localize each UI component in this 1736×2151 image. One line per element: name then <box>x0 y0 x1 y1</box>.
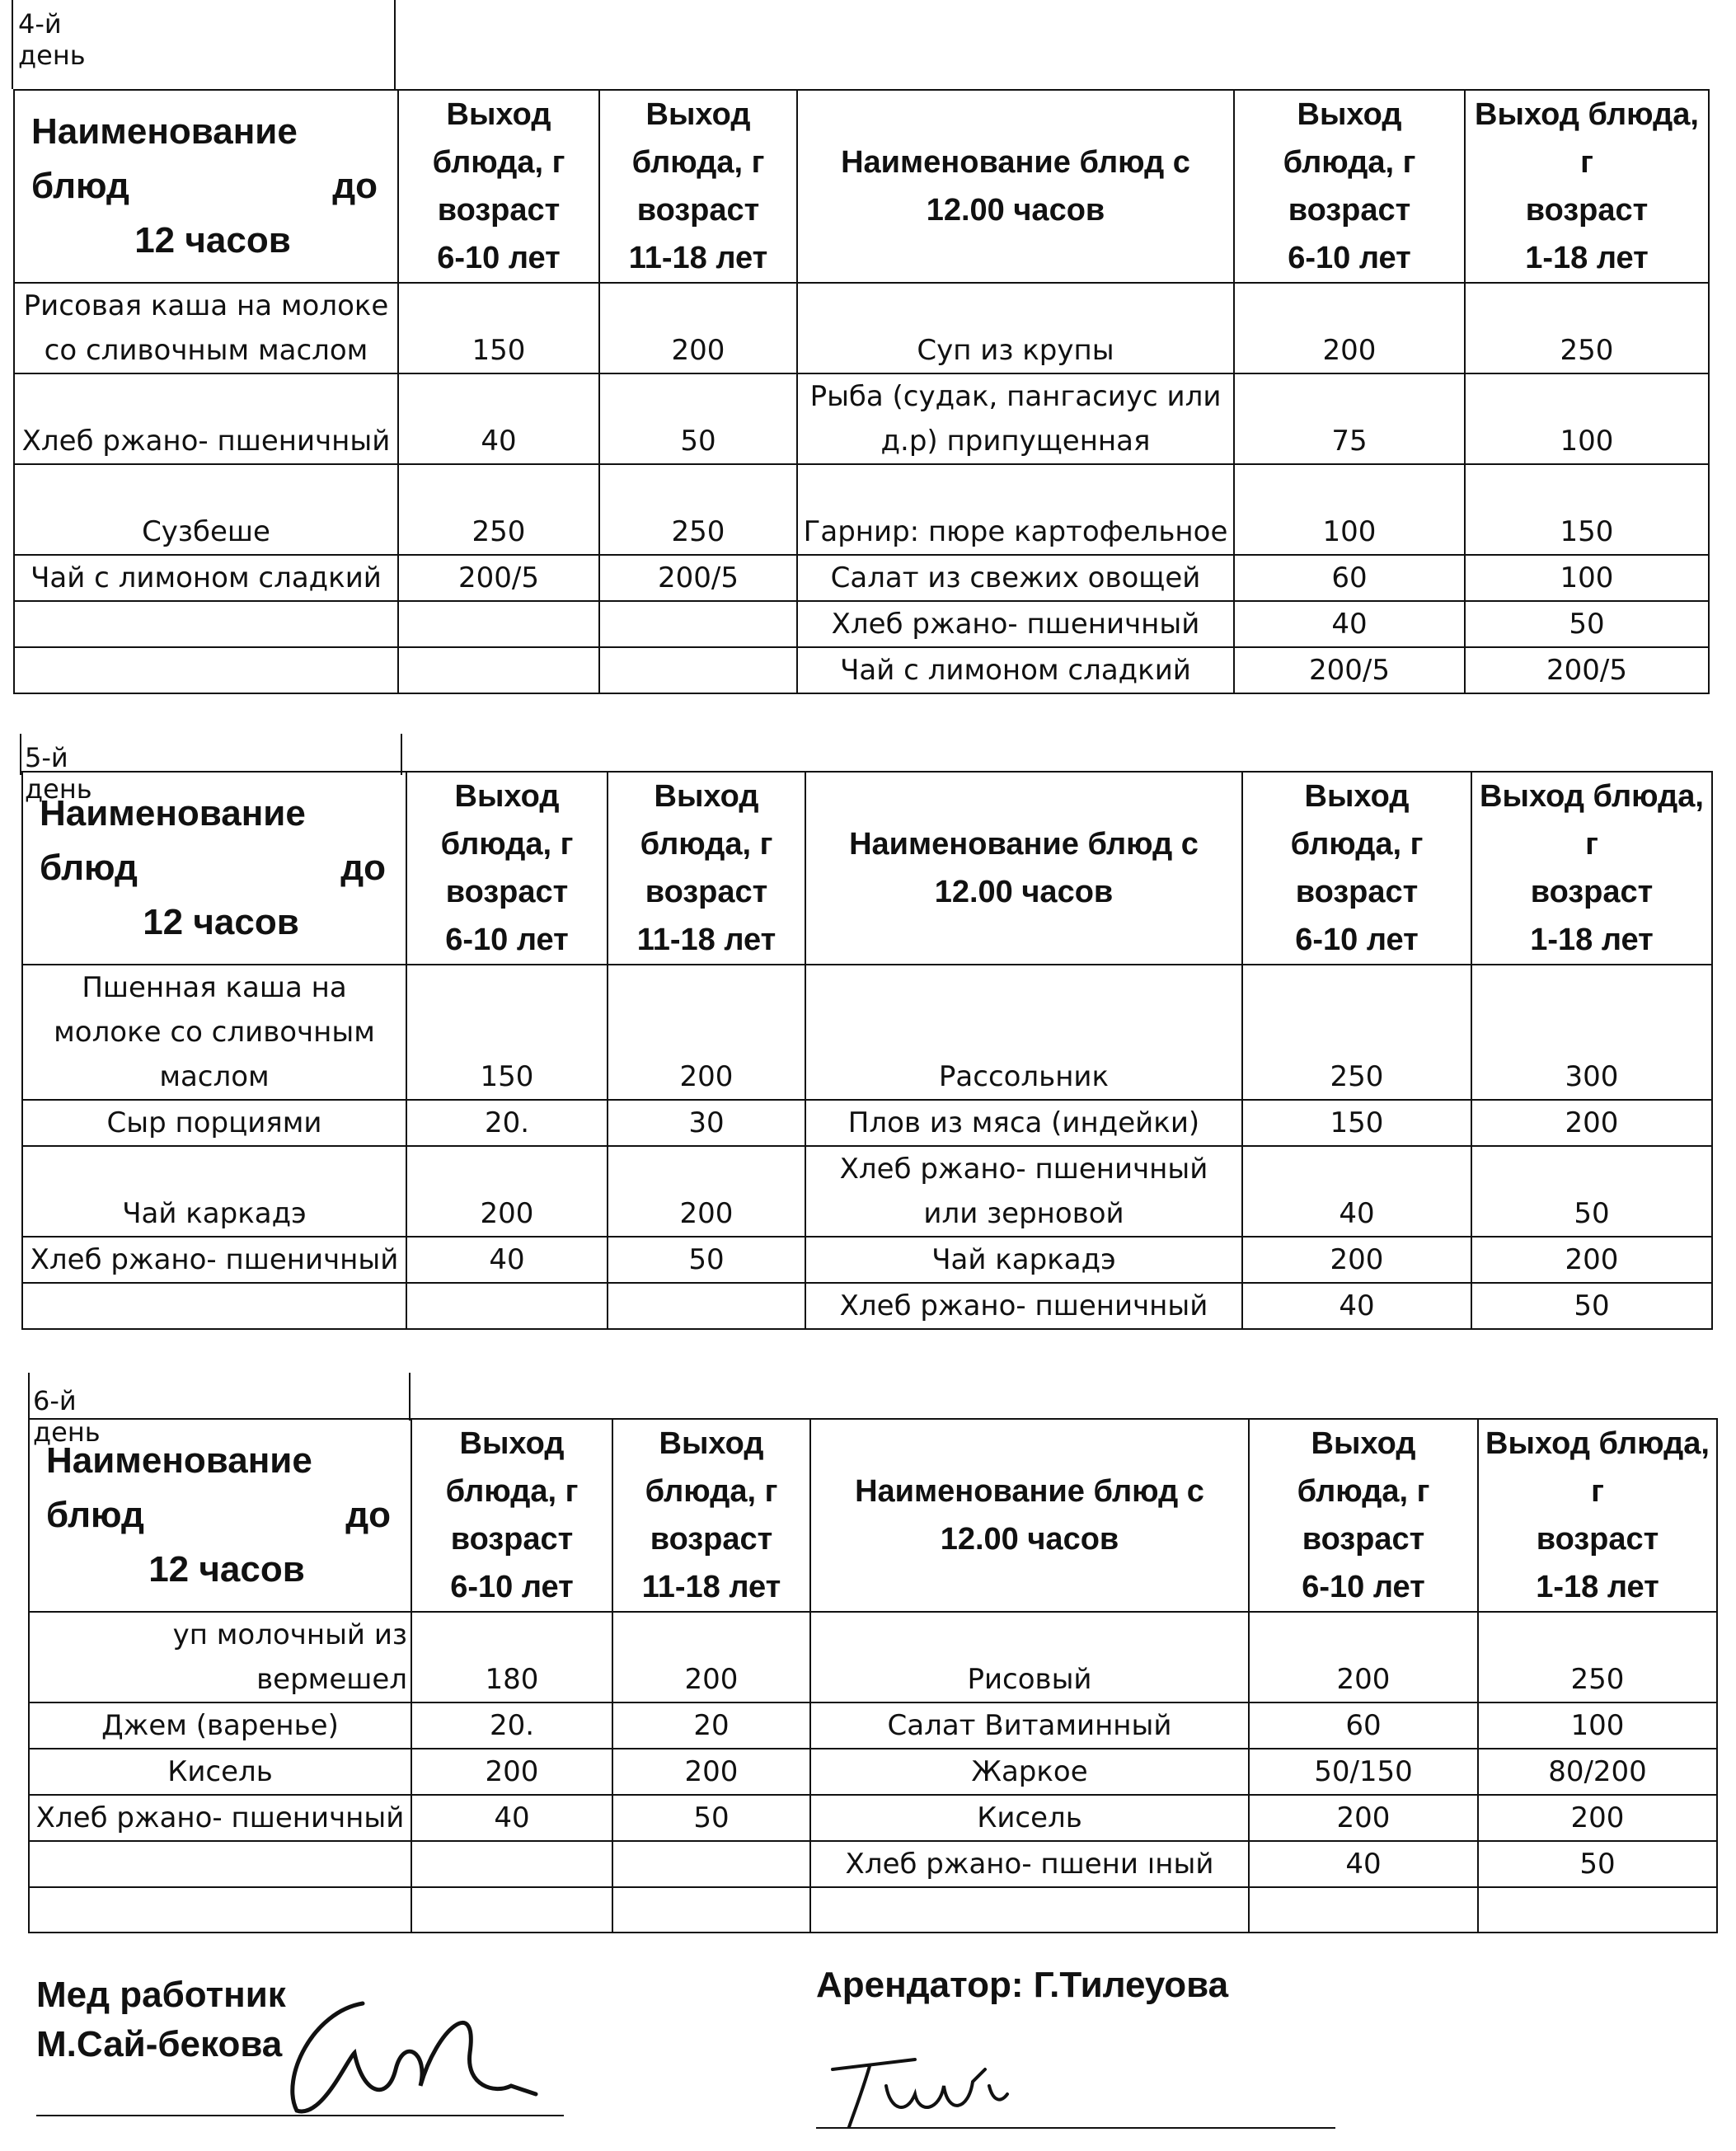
header-line: блюда, г <box>645 1474 778 1509</box>
header-line: возраст <box>636 193 760 228</box>
header-out-6-10 <box>411 1419 612 1612</box>
tenant-block <box>816 1961 1228 2010</box>
header-line: блюда, г <box>631 145 765 180</box>
cell-dish-after-noon: Рыба (судак, пангасиус или д.р) припущенная <box>797 373 1234 464</box>
cell-dish-before-noon: Сузбеше <box>14 464 398 555</box>
cell-yield-after-1-18: 50 <box>1471 1146 1712 1237</box>
header-line: 1-18 лет <box>1530 923 1654 957</box>
cell-yield-6-10 <box>411 1887 612 1933</box>
table-row <box>29 1702 1717 1749</box>
cell-yield-6-10 <box>398 601 599 647</box>
cell-dish-after-noon: Жаркое <box>810 1749 1249 1795</box>
header-line: 11-18 лет <box>628 241 768 275</box>
cell-dish-before-noon <box>22 1283 406 1329</box>
table-row <box>22 1146 1712 1237</box>
header-line: возраст <box>650 1522 773 1557</box>
header-line: Наименование блюд с <box>849 827 1199 862</box>
cell-dish-before-noon: Пшенная каша на молоке со сливочным маслом <box>22 965 406 1100</box>
cell-yield-11-18: 200 <box>608 1146 805 1237</box>
header-line-pair <box>40 841 402 895</box>
header-name-after <box>805 772 1242 965</box>
header-line: блюда, г <box>640 827 773 862</box>
med-signature-scribble <box>264 1962 561 2127</box>
cell-yield-after-1-18: 300 <box>1471 965 1712 1100</box>
header-line: возраст <box>645 875 768 909</box>
header-name-before <box>22 772 406 965</box>
table-row <box>29 1841 1717 1887</box>
header-line: Выход блюда, <box>1485 1426 1710 1461</box>
header-line: 11-18 лет <box>636 923 777 957</box>
cell-yield-11-18 <box>599 601 797 647</box>
header-line: Наименование блюд с <box>841 145 1190 180</box>
header-line: блюда, г <box>440 827 574 862</box>
cell-dish-after-noon: Хлеб ржано- пшеничный или зерновой <box>805 1146 1242 1237</box>
header-out-11-18 <box>612 1419 810 1612</box>
cell-yield-after-6-10: 40 <box>1234 601 1465 647</box>
cell-yield-11-18: 50 <box>608 1237 805 1283</box>
header-line: 12.00 часов <box>934 875 1114 909</box>
header-out-after-6-10 <box>1234 90 1465 283</box>
cell-yield-11-18 <box>612 1887 810 1933</box>
cell-dish-after-noon: Хлеб ржано- пшени ıный <box>810 1841 1249 1887</box>
cell-dish-before-noon <box>14 601 398 647</box>
cell-dish-before-noon: Рисовая каша на молоке со сливочным маслом <box>14 283 398 373</box>
header-name-after <box>797 90 1234 283</box>
header-line: возраст <box>1288 193 1411 228</box>
cell-yield-after-1-18: 200/5 <box>1465 647 1709 693</box>
header-line: 12 часов <box>148 1549 305 1590</box>
table-row <box>14 283 1709 373</box>
cell-yield-after-1-18: 80/200 <box>1478 1749 1717 1795</box>
header-line: 11-18 лет <box>641 1570 781 1604</box>
header-line: 12.00 часов <box>940 1522 1119 1557</box>
header-line: Выход <box>446 97 551 132</box>
header-line: Выход <box>454 779 560 814</box>
cell-dish-after-noon: Гарнир: пюре картофельное <box>797 464 1234 555</box>
header-line: Выход блюда, <box>1475 97 1699 132</box>
cell-dish-after-noon: Кисель <box>810 1795 1249 1841</box>
header-line: Выход <box>659 1426 764 1461</box>
header-line: блюд <box>40 848 138 888</box>
cell-yield-11-18: 20 <box>612 1702 810 1749</box>
cell-yield-after-6-10: 200 <box>1234 283 1465 373</box>
cell-dish-after-noon: Рассольник <box>805 965 1242 1100</box>
header-name-before <box>29 1419 411 1612</box>
header-row <box>14 90 1709 283</box>
day-4-menu-table <box>13 89 1710 694</box>
cell-yield-after-6-10: 150 <box>1242 1100 1471 1146</box>
cell-yield-after-6-10: 200/5 <box>1234 647 1465 693</box>
cell-yield-after-6-10: 250 <box>1242 965 1471 1100</box>
tenant-name: Арендатор: Г.Тилеуова <box>816 1965 1229 2005</box>
cell-yield-11-18: 200 <box>608 965 805 1100</box>
cell-dish-after-noon <box>810 1887 1249 1933</box>
cell-yield-11-18: 200 <box>599 283 797 373</box>
table-row <box>14 464 1709 555</box>
day-6-menu-table <box>28 1418 1718 1933</box>
header-line: блюда, г <box>445 1474 579 1509</box>
header-line: 1-18 лет <box>1536 1570 1659 1604</box>
med-worker-title: Мед работник <box>36 1975 286 2015</box>
cell-yield-after-1-18: 200 <box>1471 1237 1712 1283</box>
cell-yield-after-6-10: 40 <box>1242 1146 1471 1237</box>
table-row <box>22 1100 1712 1146</box>
table-row <box>14 601 1709 647</box>
header-line: блюд <box>46 1495 144 1535</box>
table-row <box>14 647 1709 693</box>
cell-yield-6-10 <box>411 1841 612 1887</box>
header-out-after-1-18 <box>1471 772 1712 965</box>
cell-dish-before-noon: уп молочный из вермешел <box>29 1612 411 1702</box>
cell-yield-after-6-10: 50/150 <box>1249 1749 1478 1795</box>
table-row <box>14 373 1709 464</box>
day-6-label: 6-й день <box>33 1385 101 1448</box>
table-row <box>14 555 1709 601</box>
header-out-6-10 <box>398 90 599 283</box>
header-line: Выход <box>1311 1426 1416 1461</box>
header-out-after-6-10 <box>1249 1419 1478 1612</box>
cell-yield-after-1-18: 50 <box>1478 1841 1717 1887</box>
cell-dish-after-noon: Хлеб ржано- пшеничный <box>797 601 1234 647</box>
cell-yield-after-6-10: 40 <box>1242 1283 1471 1329</box>
header-line: возраст <box>1525 193 1649 228</box>
med-worker-name: М.Сай-бекова <box>36 2024 283 2064</box>
cell-yield-after-6-10: 75 <box>1234 373 1465 464</box>
header-out-11-18 <box>599 90 797 283</box>
cell-dish-before-noon: Чай с лимоном сладкий <box>14 555 398 601</box>
cell-yield-11-18: 30 <box>608 1100 805 1146</box>
header-line: возраст <box>1530 875 1654 909</box>
day-5-menu-table <box>21 771 1713 1330</box>
cell-yield-6-10: 200/5 <box>398 555 599 601</box>
table-row <box>22 965 1712 1100</box>
cell-yield-after-1-18: 150 <box>1465 464 1709 555</box>
header-row <box>22 772 1712 965</box>
cell-dish-before-noon: Хлеб ржано- пшеничный <box>22 1237 406 1283</box>
header-line: блюда, г <box>1297 1474 1430 1509</box>
header-line: Выход <box>645 97 751 132</box>
cell-yield-11-18: 50 <box>599 373 797 464</box>
header-line: возраст <box>1536 1522 1659 1557</box>
header-line: г <box>1591 1474 1604 1509</box>
cell-yield-after-1-18: 200 <box>1478 1795 1717 1841</box>
cell-yield-6-10 <box>398 647 599 693</box>
header-line: возраст <box>445 875 569 909</box>
cell-yield-11-18: 250 <box>599 464 797 555</box>
header-line: 1-18 лет <box>1525 241 1649 275</box>
cell-yield-11-18: 200 <box>612 1749 810 1795</box>
header-line: возраст <box>1295 875 1419 909</box>
cell-yield-after-6-10: 200 <box>1249 1612 1478 1702</box>
cell-yield-6-10: 200 <box>411 1749 612 1795</box>
header-line: 12 часов <box>143 902 299 942</box>
header-line: Выход <box>1297 97 1402 132</box>
cell-yield-after-1-18: 100 <box>1465 555 1709 601</box>
header-line-pair <box>31 159 394 214</box>
cell-dish-before-noon: Чай каркадэ <box>22 1146 406 1237</box>
header-line: 6-10 лет <box>445 923 569 957</box>
header-line: блюда, г <box>1290 827 1424 862</box>
cell-yield-after-6-10: 200 <box>1249 1795 1478 1841</box>
cell-dish-before-noon <box>14 647 398 693</box>
header-line: 6-10 лет <box>1288 241 1411 275</box>
header-line-pair <box>46 1488 407 1543</box>
cell-dish-before-noon <box>29 1841 411 1887</box>
cell-dish-before-noon <box>29 1887 411 1933</box>
table-row <box>29 1749 1717 1795</box>
header-row <box>29 1419 1717 1612</box>
cell-yield-6-10: 40 <box>398 373 599 464</box>
cell-dish-after-noon: Суп из крупы <box>797 283 1234 373</box>
cell-yield-6-10: 20. <box>406 1100 608 1146</box>
header-line: 6-10 лет <box>1302 1570 1425 1604</box>
cell-yield-11-18: 200 <box>612 1612 810 1702</box>
header-out-6-10 <box>406 772 608 965</box>
header-line: возраст <box>450 1522 574 1557</box>
cell-dish-after-noon: Плов из мяса (индейки) <box>805 1100 1242 1146</box>
cell-yield-11-18: 50 <box>612 1795 810 1841</box>
cell-yield-after-1-18: 200 <box>1471 1100 1712 1146</box>
header-out-after-1-18 <box>1478 1419 1717 1612</box>
header-line: до <box>345 1495 391 1535</box>
cell-yield-after-1-18: 100 <box>1478 1702 1717 1749</box>
cell-dish-before-noon: Кисель <box>29 1749 411 1795</box>
cell-yield-after-6-10: 40 <box>1249 1841 1478 1887</box>
header-line: 6-10 лет <box>1295 923 1419 957</box>
header-line: 6-10 лет <box>450 1570 574 1604</box>
med-worker-block <box>36 1970 286 2069</box>
cell-yield-6-10: 250 <box>398 464 599 555</box>
header-line: г <box>1585 827 1598 862</box>
header-line: г <box>1580 145 1593 180</box>
header-line: до <box>340 848 386 888</box>
cell-yield-6-10: 200 <box>406 1146 608 1237</box>
cell-yield-6-10 <box>406 1283 608 1329</box>
day-4-label: 4-й день <box>18 8 86 71</box>
cell-dish-after-noon: Рисовый <box>810 1612 1249 1702</box>
header-line: 12 часов <box>134 220 291 261</box>
header-line: Выход <box>1304 779 1410 814</box>
cell-yield-after-6-10: 200 <box>1242 1237 1471 1283</box>
header-line: возраст <box>437 193 561 228</box>
cell-dish-before-noon: Хлеб ржано- пшеничный <box>14 373 398 464</box>
cell-yield-6-10: 180 <box>411 1612 612 1702</box>
cell-yield-after-6-10: 60 <box>1234 555 1465 601</box>
cell-yield-after-1-18: 50 <box>1471 1283 1712 1329</box>
cell-yield-after-6-10: 100 <box>1234 464 1465 555</box>
cell-yield-after-1-18: 100 <box>1465 373 1709 464</box>
header-line: Наименование блюд с <box>855 1474 1204 1509</box>
cell-yield-6-10: 40 <box>411 1795 612 1841</box>
header-line: Наименование <box>31 111 298 152</box>
cell-yield-6-10: 20. <box>411 1702 612 1749</box>
header-out-after-1-18 <box>1465 90 1709 283</box>
cell-dish-after-noon: Салат Витаминный <box>810 1702 1249 1749</box>
header-line: блюда, г <box>1283 145 1416 180</box>
header-line: до <box>332 166 378 206</box>
header-line: Выход <box>459 1426 565 1461</box>
cell-yield-after-1-18: 250 <box>1465 283 1709 373</box>
cell-dish-after-noon: Чай с лимоном сладкий <box>797 647 1234 693</box>
cell-dish-before-noon: Джем (варенье) <box>29 1702 411 1749</box>
header-line: блюд <box>31 166 129 206</box>
cell-yield-11-18 <box>599 647 797 693</box>
header-line: блюда, г <box>432 145 565 180</box>
header-out-after-6-10 <box>1242 772 1471 965</box>
cell-dish-after-noon: Хлеб ржано- пшеничный <box>805 1283 1242 1329</box>
cell-yield-11-18: 200/5 <box>599 555 797 601</box>
cell-yield-11-18 <box>608 1283 805 1329</box>
header-line: 12.00 часов <box>926 193 1105 228</box>
cell-dish-after-noon: Чай каркадэ <box>805 1237 1242 1283</box>
cell-yield-after-1-18: 250 <box>1478 1612 1717 1702</box>
table-row <box>29 1887 1717 1933</box>
header-out-11-18 <box>608 772 805 965</box>
table-row <box>22 1283 1712 1329</box>
header-line: Выход <box>654 779 759 814</box>
header-line: Наименование <box>46 1440 312 1481</box>
cell-yield-after-1-18: 50 <box>1465 601 1709 647</box>
cell-dish-before-noon: Хлеб ржано- пшеничный <box>29 1795 411 1841</box>
cell-yield-after-6-10 <box>1249 1887 1478 1933</box>
table-row <box>29 1612 1717 1702</box>
cell-yield-6-10: 40 <box>406 1237 608 1283</box>
header-line: Наименование <box>40 793 306 834</box>
cell-yield-after-1-18 <box>1478 1887 1717 1933</box>
cell-yield-6-10: 150 <box>398 283 599 373</box>
header-name-after <box>810 1419 1249 1612</box>
cell-dish-after-noon: Салат из свежих овощей <box>797 555 1234 601</box>
cell-yield-11-18 <box>612 1841 810 1887</box>
table-row <box>29 1795 1717 1841</box>
table-row <box>22 1237 1712 1283</box>
cell-dish-before-noon: Сыр порциями <box>22 1100 406 1146</box>
header-line: Выход блюда, <box>1480 779 1704 814</box>
header-line: возраст <box>1302 1522 1425 1557</box>
tenant-signature-scribble <box>824 2036 1014 2135</box>
header-name-before <box>14 90 398 283</box>
cell-yield-6-10: 150 <box>406 965 608 1100</box>
day-5-label: 5-й день <box>25 742 92 805</box>
cell-yield-after-6-10: 60 <box>1249 1702 1478 1749</box>
header-line: 6-10 лет <box>437 241 561 275</box>
